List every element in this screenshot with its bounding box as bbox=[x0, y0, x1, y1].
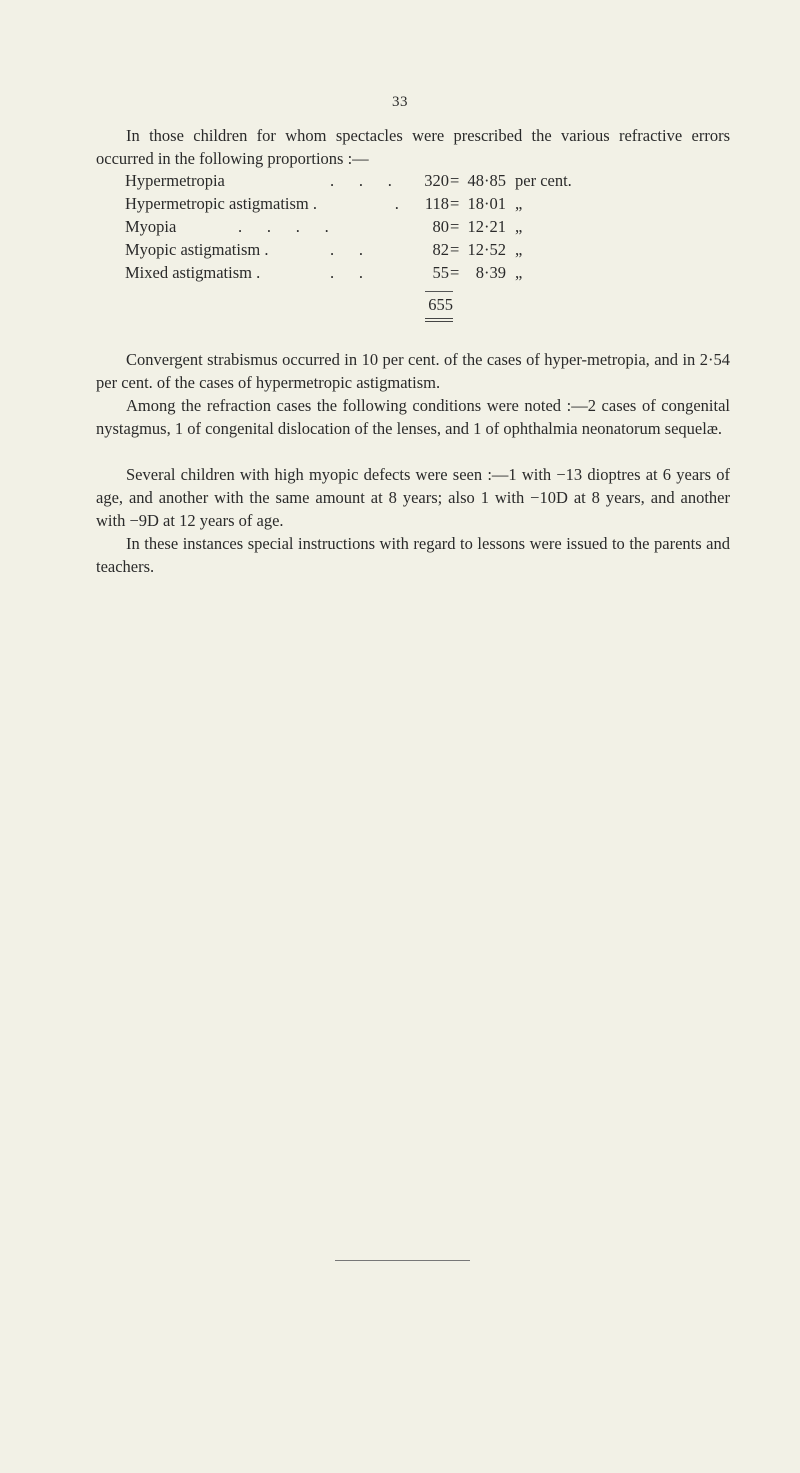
footer-rule bbox=[335, 1260, 470, 1261]
total-rule bbox=[425, 291, 453, 292]
row-unit: „ bbox=[515, 217, 523, 236]
row-percent: 12·21 bbox=[467, 217, 506, 236]
table-row bbox=[125, 215, 685, 238]
intro-paragraph: In those children for whom spectacles were prescribed the various refractive errors occurred in the following proportions :— bbox=[96, 126, 730, 168]
row-equals: = bbox=[450, 240, 460, 259]
table-row bbox=[125, 192, 685, 215]
paragraph-instructions: In these instances special instructions with regard to lessons were issued to the parents and teachers. bbox=[96, 534, 730, 576]
leader-dots: . . . . bbox=[238, 217, 329, 236]
row-count: 118 bbox=[424, 194, 449, 213]
row-count: 80 bbox=[432, 217, 449, 236]
row-percent: 48·85 bbox=[467, 171, 506, 190]
paragraph-strabismus: Convergent strabismus occurred in 10 per cent. of the cases of hyper-metropia, and in 2·54 per cent. of the cases of hypermetropic astigmatism. bbox=[96, 350, 730, 392]
row-equals: = bbox=[450, 263, 460, 282]
leader-dots: . . bbox=[330, 240, 363, 259]
row-count: 82 bbox=[432, 240, 449, 259]
row-equals: = bbox=[450, 194, 460, 213]
total-double-rule bbox=[425, 318, 453, 322]
leader-dots: . bbox=[370, 194, 399, 213]
page-number: 33 bbox=[392, 94, 408, 110]
row-label: Myopic astigmatism . bbox=[125, 240, 269, 259]
row-percent: 8·39 bbox=[475, 263, 506, 282]
row-count: 320 bbox=[424, 171, 449, 190]
row-percent: 18·01 bbox=[467, 194, 506, 213]
row-percent: 12·52 bbox=[467, 240, 506, 259]
row-unit: „ bbox=[515, 240, 523, 259]
table-total: 655 bbox=[428, 295, 453, 314]
paragraph-conditions: Among the refraction cases the following conditions were noted :—2 cases of congenital nystagmus, 1 of congenital dislocation of the lenses, and 1 of ophthalmia neonatorum sequelæ. bbox=[96, 396, 730, 438]
row-label: Hypermetropia bbox=[125, 171, 225, 190]
row-equals: = bbox=[450, 171, 460, 190]
table-row bbox=[125, 169, 685, 192]
row-count: 55 bbox=[432, 263, 449, 282]
leader-dots: . . . bbox=[330, 171, 392, 190]
paragraph-myopic-defects: Several children with high myopic defects were seen :—1 with −13 dioptres at 6 years of age, and another with the same amount at 8 years; also 1 with −10D at 8 years, and another with −9D at 12 years of age. bbox=[96, 465, 730, 530]
refractive-errors-table bbox=[125, 169, 685, 314]
row-unit: per cent. bbox=[515, 171, 572, 190]
table-row bbox=[125, 238, 685, 261]
row-equals: = bbox=[450, 217, 460, 236]
row-label: Mixed astigmatism . bbox=[125, 263, 261, 282]
leader-dots: . . bbox=[330, 263, 363, 282]
row-unit: „ bbox=[515, 263, 523, 282]
row-label: Hypermetropic astigmatism . bbox=[125, 194, 317, 213]
row-unit: „ bbox=[515, 194, 523, 213]
table-row bbox=[125, 261, 685, 284]
row-label: Myopia bbox=[125, 217, 177, 236]
